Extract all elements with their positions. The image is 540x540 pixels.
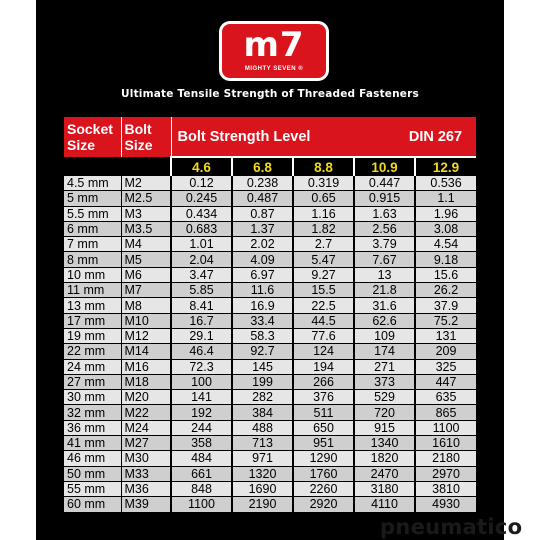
bolt-size-cell: M5 xyxy=(121,252,171,267)
strength-value-cell: 720 xyxy=(354,405,415,420)
strength-value-cell: 0.245 xyxy=(171,191,232,206)
socket-size-cell: 6 mm xyxy=(64,221,121,236)
strength-value-cell: 6.97 xyxy=(232,267,293,282)
strength-value-cell: 244 xyxy=(171,420,232,435)
logo-subtitle: MIGHTY SEVEN ® xyxy=(244,66,304,72)
bolt-size-cell: M7 xyxy=(121,283,171,298)
socket-size-cell: 10 mm xyxy=(64,267,121,282)
socket-size-cell: 17 mm xyxy=(64,313,121,328)
strength-value-cell: 21.8 xyxy=(354,283,415,298)
bolt-size-cell: M30 xyxy=(121,451,171,466)
strength-value-cell: 174 xyxy=(354,344,415,359)
strength-value-cell: 1.01 xyxy=(171,237,232,252)
table-row xyxy=(64,359,476,374)
strength-value-cell: 1.63 xyxy=(354,206,415,221)
socket-size-cell: 5 mm xyxy=(64,191,121,206)
strength-value-cell: 1100 xyxy=(171,497,232,512)
table-row xyxy=(64,451,476,466)
strength-value-cell: 2.02 xyxy=(232,237,293,252)
bolt-size-cell: M8 xyxy=(121,298,171,313)
socket-size-cell: 4.5 mm xyxy=(64,176,121,191)
socket-size-cell: 55 mm xyxy=(64,481,121,496)
strength-value-cell: 1690 xyxy=(232,481,293,496)
strength-value-cell: 1.82 xyxy=(293,221,354,236)
table-row xyxy=(64,344,476,359)
strength-value-cell: 13 xyxy=(354,267,415,282)
strength-value-cell: 266 xyxy=(293,374,354,389)
table-row xyxy=(64,390,476,405)
strength-value-cell: 0.12 xyxy=(171,176,232,191)
grade-row xyxy=(64,157,476,176)
strength-value-cell: 3.08 xyxy=(415,221,476,236)
table-row xyxy=(64,267,476,282)
bolt-size-cell: M36 xyxy=(121,481,171,496)
strength-value-cell: 0.683 xyxy=(171,221,232,236)
strength-value-cell: 2970 xyxy=(415,466,476,481)
table-row xyxy=(64,374,476,389)
bolt-size-cell: M3.5 xyxy=(121,221,171,236)
strength-value-cell: 100 xyxy=(171,374,232,389)
strength-value-cell: 1.37 xyxy=(232,221,293,236)
strength-value-cell: 635 xyxy=(415,390,476,405)
strength-value-cell: 15.5 xyxy=(293,283,354,298)
strength-value-cell: 661 xyxy=(171,466,232,481)
table-row xyxy=(64,466,476,481)
strength-value-cell: 2190 xyxy=(232,497,293,512)
strength-value-cell: 325 xyxy=(415,359,476,374)
strength-value-cell: 92.7 xyxy=(232,344,293,359)
strength-value-cell: 1290 xyxy=(293,451,354,466)
bolt-size-cell: M16 xyxy=(121,359,171,374)
strength-value-cell: 3.79 xyxy=(354,237,415,252)
strength-value-cell: 2.04 xyxy=(171,252,232,267)
strength-value-cell: 713 xyxy=(232,436,293,451)
strength-value-cell: 2260 xyxy=(293,481,354,496)
table-row xyxy=(64,176,476,191)
bolt-size-cell: M2 xyxy=(121,176,171,191)
strength-value-cell: 22.5 xyxy=(293,298,354,313)
strength-value-cell: 447 xyxy=(415,374,476,389)
table-row xyxy=(64,436,476,451)
strength-value-cell: 209 xyxy=(415,344,476,359)
col-bolt-size: Bolt Size xyxy=(121,117,171,157)
strength-value-cell: 0.238 xyxy=(232,176,293,191)
strength-value-cell: 511 xyxy=(293,405,354,420)
strength-value-cell: 484 xyxy=(171,451,232,466)
strength-value-cell: 44.5 xyxy=(293,313,354,328)
strength-value-cell: 2180 xyxy=(415,451,476,466)
table-row xyxy=(64,298,476,313)
strength-value-cell: 75.2 xyxy=(415,313,476,328)
socket-size-cell: 46 mm xyxy=(64,451,121,466)
strength-value-cell: 3810 xyxy=(415,481,476,496)
grade-spacer xyxy=(64,157,121,176)
bolt-size-cell: M39 xyxy=(121,497,171,512)
socket-size-cell: 41 mm xyxy=(64,436,121,451)
socket-size-cell: 13 mm xyxy=(64,298,121,313)
col-socket-size: Socket Size xyxy=(64,117,121,157)
bolt-size-cell: M22 xyxy=(121,405,171,420)
bolt-size-cell: M3 xyxy=(121,206,171,221)
strength-value-cell: 4110 xyxy=(354,497,415,512)
strength-value-cell: 124 xyxy=(293,344,354,359)
grade-12-9: 12.9 xyxy=(415,157,476,176)
socket-size-cell: 22 mm xyxy=(64,344,121,359)
table-row xyxy=(64,420,476,435)
socket-size-cell: 32 mm xyxy=(64,405,121,420)
strength-value-cell: 1.16 xyxy=(293,206,354,221)
table-row xyxy=(64,252,476,267)
logo-mark: m7 xyxy=(243,25,305,65)
strength-value-cell: 5.85 xyxy=(171,283,232,298)
strength-value-cell: 1760 xyxy=(293,466,354,481)
strength-value-cell: 373 xyxy=(354,374,415,389)
strength-value-cell: 9.27 xyxy=(293,267,354,282)
strength-value-cell: 951 xyxy=(293,436,354,451)
strength-value-cell: 1320 xyxy=(232,466,293,481)
strength-value-cell: 915 xyxy=(354,420,415,435)
bolt-size-cell: M10 xyxy=(121,313,171,328)
socket-size-cell: 30 mm xyxy=(64,390,121,405)
strength-value-cell: 33.4 xyxy=(232,313,293,328)
grade-6-8: 6.8 xyxy=(232,157,293,176)
strength-value-cell: 376 xyxy=(293,390,354,405)
strength-value-cell: 11.6 xyxy=(232,283,293,298)
strength-value-cell: 16.9 xyxy=(232,298,293,313)
strength-value-cell: 141 xyxy=(171,390,232,405)
strength-value-cell: 1820 xyxy=(354,451,415,466)
strength-value-cell: 5.47 xyxy=(293,252,354,267)
strength-value-cell: 650 xyxy=(293,420,354,435)
page-title: Ultimate Tensile Strength of Threaded Fasteners xyxy=(121,88,419,100)
table-row xyxy=(64,481,476,496)
strength-value-cell: 37.9 xyxy=(415,298,476,313)
table-row xyxy=(64,328,476,343)
strength-value-cell: 9.18 xyxy=(415,252,476,267)
strength-value-cell: 199 xyxy=(232,374,293,389)
grade-10-9: 10.9 xyxy=(354,157,415,176)
strength-value-cell: 3.47 xyxy=(171,267,232,282)
strength-value-cell: 0.65 xyxy=(293,191,354,206)
strength-value-cell: 2470 xyxy=(354,466,415,481)
strength-value-cell: 358 xyxy=(171,436,232,451)
strength-value-cell: 109 xyxy=(354,328,415,343)
strength-value-cell: 1.1 xyxy=(415,191,476,206)
socket-size-cell: 50 mm xyxy=(64,466,121,481)
socket-size-cell: 36 mm xyxy=(64,420,121,435)
strength-value-cell: 4.09 xyxy=(232,252,293,267)
strength-value-cell: 8.41 xyxy=(171,298,232,313)
table-header xyxy=(64,117,476,157)
socket-size-cell: 60 mm xyxy=(64,497,121,512)
strength-value-cell: 192 xyxy=(171,405,232,420)
table-row xyxy=(64,237,476,252)
strength-value-cell: 131 xyxy=(415,328,476,343)
socket-size-cell: 7 mm xyxy=(64,237,121,252)
socket-size-cell: 11 mm xyxy=(64,283,121,298)
strength-value-cell: 1100 xyxy=(415,420,476,435)
strength-value-cell: 77.6 xyxy=(293,328,354,343)
strength-value-cell: 0.319 xyxy=(293,176,354,191)
bolt-size-cell: M18 xyxy=(121,374,171,389)
strength-value-cell: 529 xyxy=(354,390,415,405)
strength-value-cell: 971 xyxy=(232,451,293,466)
mighty-seven-logo xyxy=(222,24,326,78)
bolt-size-cell: M4 xyxy=(121,237,171,252)
strength-value-cell: 4930 xyxy=(415,497,476,512)
grade-8-8: 8.8 xyxy=(293,157,354,176)
bolt-size-cell: M14 xyxy=(121,344,171,359)
strength-value-cell: 0.487 xyxy=(232,191,293,206)
strength-value-cell: 848 xyxy=(171,481,232,496)
strength-value-cell: 62.6 xyxy=(354,313,415,328)
din-standard: DIN 267 xyxy=(354,117,476,157)
socket-size-cell: 8 mm xyxy=(64,252,121,267)
table-row xyxy=(64,283,476,298)
strength-value-cell: 0.434 xyxy=(171,206,232,221)
strength-value-cell: 271 xyxy=(354,359,415,374)
bolt-size-cell: M33 xyxy=(121,466,171,481)
strength-value-cell: 29.1 xyxy=(171,328,232,343)
grade-spacer xyxy=(121,157,171,176)
bolt-size-cell: M20 xyxy=(121,390,171,405)
strength-value-cell: 0.915 xyxy=(354,191,415,206)
socket-size-cell: 19 mm xyxy=(64,328,121,343)
strength-value-cell: 7.67 xyxy=(354,252,415,267)
strength-level-label: Bolt Strength Level xyxy=(171,117,354,157)
strength-value-cell: 865 xyxy=(415,405,476,420)
table-row xyxy=(64,497,476,512)
strength-value-cell: 31.6 xyxy=(354,298,415,313)
strength-value-cell: 26.2 xyxy=(415,283,476,298)
strength-value-cell: 1.96 xyxy=(415,206,476,221)
grade-4-6: 4.6 xyxy=(171,157,232,176)
strength-value-cell: 145 xyxy=(232,359,293,374)
strength-value-cell: 16.7 xyxy=(171,313,232,328)
bolt-size-cell: M24 xyxy=(121,420,171,435)
strength-value-cell: 0.87 xyxy=(232,206,293,221)
strength-value-cell: 58.3 xyxy=(232,328,293,343)
strength-value-cell: 488 xyxy=(232,420,293,435)
pneumatico-logo: pneumatico xyxy=(380,515,523,539)
strength-value-cell: 384 xyxy=(232,405,293,420)
bolt-size-cell: M6 xyxy=(121,267,171,282)
table-row xyxy=(64,405,476,420)
strength-value-cell: 0.447 xyxy=(354,176,415,191)
bolt-size-cell: M27 xyxy=(121,436,171,451)
table-row xyxy=(64,191,476,206)
strength-value-cell: 72.3 xyxy=(171,359,232,374)
strength-value-cell: 46.4 xyxy=(171,344,232,359)
tensile-strength-table xyxy=(64,117,476,513)
strength-value-cell: 194 xyxy=(293,359,354,374)
strength-value-cell: 3180 xyxy=(354,481,415,496)
strength-value-cell: 2920 xyxy=(293,497,354,512)
strength-value-cell: 282 xyxy=(232,390,293,405)
socket-size-cell: 24 mm xyxy=(64,359,121,374)
bolt-size-cell: M12 xyxy=(121,328,171,343)
strength-value-cell: 4.54 xyxy=(415,237,476,252)
strength-value-cell: 0.536 xyxy=(415,176,476,191)
bolt-size-cell: M2.5 xyxy=(121,191,171,206)
strength-value-cell: 15.6 xyxy=(415,267,476,282)
table-row xyxy=(64,206,476,221)
strength-value-cell: 1610 xyxy=(415,436,476,451)
strength-value-cell: 2.7 xyxy=(293,237,354,252)
strength-value-cell: 1340 xyxy=(354,436,415,451)
table-row xyxy=(64,313,476,328)
strength-value-cell: 2.56 xyxy=(354,221,415,236)
socket-size-cell: 5.5 mm xyxy=(64,206,121,221)
table-row xyxy=(64,221,476,236)
socket-size-cell: 27 mm xyxy=(64,374,121,389)
